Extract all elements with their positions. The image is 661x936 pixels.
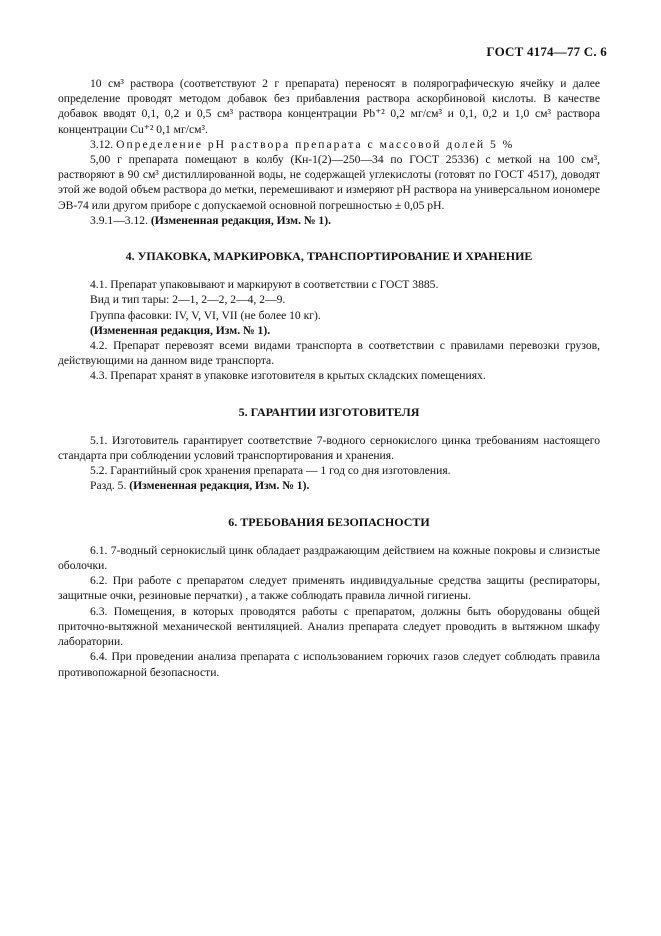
subsection-title: Определение pH раствора препарата с массовой долей 5 % (116, 137, 515, 151)
amendment-ref: 3.9.1—3.12. (90, 213, 148, 227)
paragraph-6-2: 6.2. При работе с препаратом следует применять индивидуальные средства защиты (респираторы, защитные очки, резиновые перчатки) , а также соблюдать правила личной гигиены. (58, 574, 600, 603)
subsection-3-12-heading (58, 137, 600, 152)
page-header: ГОСТ 4174—77 С. 6 (486, 44, 607, 59)
amendment-ref: Разд. 5. (90, 479, 127, 493)
paragraph-6-1: 6.1. 7-водный сернокислый цинк обладает раздражающим действием на кожные покровы и слизистые оболочки. (58, 543, 600, 573)
paragraph-4-3: 4.3. Препарат хранят в упаковке изготовителя в крытых складских помещениях. (90, 369, 486, 383)
amendment-note-3 (58, 213, 600, 228)
amendment-note-4: (Измененная редакция, Изм. № 1). (90, 323, 271, 337)
section-4-title: 4. УПАКОВКА, МАРКИРОВКА, ТРАНСПОРТИРОВАНИЕ И ХРАНЕНИЕ (125, 249, 533, 264)
document-body (58, 76, 600, 680)
amendment-text: (Измененная редакция, Изм. № 1). (150, 213, 331, 227)
paragraph-4-1-packing: Группа фасовки: IV, V, VI, VII (не более 10 кг). (90, 308, 321, 322)
amendment-note-5 (58, 478, 600, 493)
paragraph-5-2: 5.2. Гарантийный срок хранения препарата — 1 год со дня изготовления. (90, 464, 451, 478)
paragraph-6-4: 6.4. При проведении анализа препарата с использованием горючих газов следует соблюдать правила противопожарной безопасности. (58, 650, 600, 679)
paragraph-5-1: 5.1. Изготовитель гарантирует соответствие 7-водного сернокислого цинка требованиям настоящего стандарта при соблюдении условий транспортирования и хранения. (58, 433, 600, 463)
paragraph-4-1-tare: Вид и тип тары: 2—1, 2—2, 2—4, 2—9. (90, 293, 286, 307)
paragraph-4-2: 4.2. Препарат перевозят всеми видами транспорта в соответствии с правилами перевозки грузов, действующими на данном виде транспорта. (58, 339, 600, 368)
paragraph-3-9-1-cont: 10 см³ раствора (соответствуют 2 г препарата) переносят в полярографическую ячейку и далее определение проводят методом добавок без прибавления раствора аскорбиновой кислоты. В качестве добавок вводят 0,1, 0,2 и 0,5 см³ раствора концентрации Pb⁺² 0,2 мг/см³ и 0,1, 0,2 и 1,0 см³ раствора концентрации Cu⁺² 0,1 мг/см³. (58, 77, 600, 136)
section-5-title: 5. ГАРАНТИИ ИЗГОТОВИТЕЛЯ (238, 404, 420, 419)
paragraph-6-3: 6.3. Помещения, в которых проводятся работы с препаратом, должны быть оборудованы общей приточно-вытяжной механической вентиляцией. Анализ препарата следует проводить в вытяжном шкафу лаборатории. (58, 604, 600, 649)
paragraph-3-12: 5,00 г препарата помещают в колбу (Кн-1(2)—250—34 по ГОСТ 25336) с меткой на 100 см³, растворяют в 90 см³ дистиллированной воды, не содержащей углекислоты (готовят по ГОСТ 4517), доводят этой же водой объем раствора до метки, перемешивают и измеряют pH раствора на универсальном иономере ЭВ-74 или другом приборе с допускаемой основной погрешностью ± 0,05 pH. (58, 153, 600, 212)
section-6-title: 6. ТРЕБОВАНИЯ БЕЗОПАСНОСТИ (228, 514, 430, 529)
paragraph-4-1: 4.1. Препарат упаковывают и маркируют в соответствии с ГОСТ 3885. (90, 278, 439, 292)
amendment-text: (Измененная редакция, Изм. № 1). (129, 479, 310, 493)
subsection-number: 3.12. (90, 137, 114, 151)
